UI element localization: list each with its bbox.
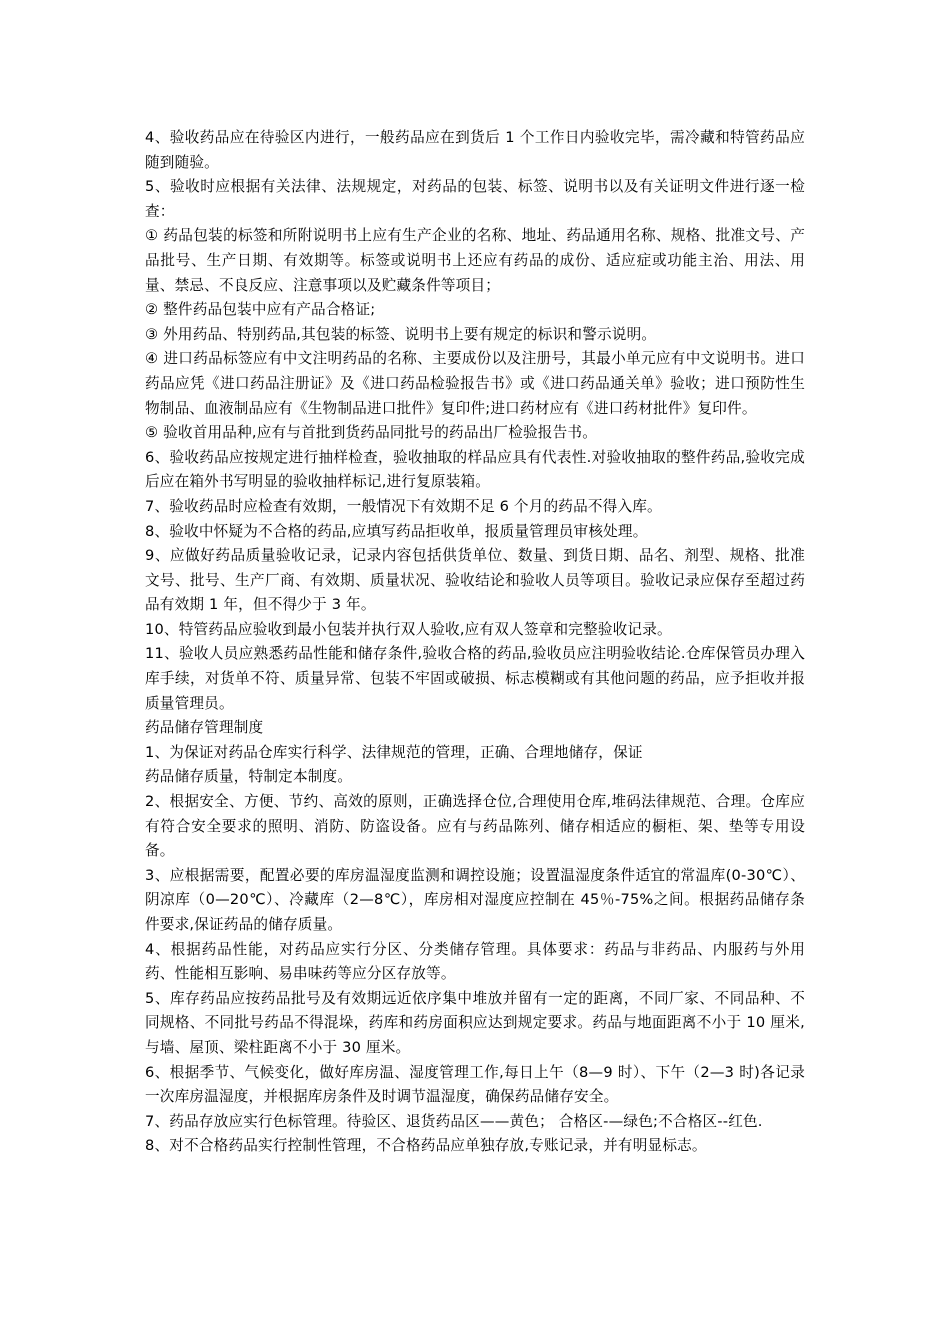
- paragraph-5-item-3: ③ 外用药品、特别药品,其包装的标签、说明书上要有规定的标识和警示说明。: [145, 325, 657, 343]
- storage-paragraph-5: 5、库存药品应按药品批号及有效期远近依序集中堆放并留有一定的距离，不同厂家、不同品种、不同规格、不同批号药品不得混垛，药库和药房面积应达到规定要求。药品与地面距离不小于 10 厘米,与墙、屋顶、梁柱距离不小于 30 厘米。: [145, 989, 805, 1056]
- storage-paragraph-1a: 1、为保证对药品仓库实行科学、法律规范的管理，正确、合理地储存，保证: [145, 743, 643, 761]
- paragraph-6: 6、验收药品应按规定进行抽样检查，验收抽取的样品应具有代表性.对验收抽取的整件药品,验收完成后应在箱外书写明显的验收抽样标记,进行复原装箱。: [145, 448, 805, 491]
- paragraph-8: 8、验收中怀疑为不合格的药品,应填写药品拒收单，报质量管理员审核处理。: [145, 522, 648, 540]
- paragraph-4: 4、验收药品应在待验区内进行，一般药品应在到货后 1 个工作日内验收完毕，需冷藏和特管药品应随到随验。: [145, 129, 805, 171]
- paragraph-5-item-2: ② 整件药品包装中应有产品合格证;: [145, 301, 376, 319]
- section-title: 药品储存管理制度: [145, 719, 264, 737]
- storage-paragraph-3: 3、应根据需要，配置必要的库房温湿度监测和调控设施；设置温湿度条件适宜的常温库(0-30℃）、阴凉库（0—20℃）、冷藏库（2—8℃），库房相对湿度应控制在 45％-75%之间。根据药品储存条件要求,保证药品的储存质量。: [145, 866, 805, 933]
- storage-paragraph-6: 6、根据季节、气候变化，做好库房温、湿度管理工作,每日上午（8—9 时）、下午（2—3 时)各记录一次库房温湿度，并根据库房条件及时调节温湿度，确保药品储存安全。: [145, 1063, 805, 1106]
- paragraph-9: 9、应做好药品质量验收记录，记录内容包括供货单位、数量、到货日期、品名、剂型、规格、批准文号、批号、生产厂商、有效期、质量状况、验收结论和验收人员等项目。验收记录应保存至超过药品有效期 1 年，但不得少于 3 年。: [145, 547, 805, 614]
- storage-paragraph-8: 8、对不合格药品实行控制性管理，不合格药品应单独存放,专账记录，并有明显标志。: [145, 1137, 707, 1155]
- paragraph-5-item-1: ① 药品包装的标签和所附说明书上应有生产企业的名称、地址、药品通用名称、规格、批准文号、产品批号、生产日期、有效期等。标签或说明书上还应有药品的成份、适应症或功能主治、用法、用量、禁忌、不良反应、注意事项以及贮藏条件等项目；: [145, 227, 805, 294]
- storage-paragraph-7: 7、药品存放应实行色标管理。待验区、退货药品区——黄色； 合格区-—绿色;不合格区--红色.: [145, 1112, 763, 1130]
- storage-paragraph-4: 4、根据药品性能，对药品应实行分区、分类储存管理。具体要求：药品与非药品、内服药与外用药、性能相互影响、易串味药等应分区存放等。: [145, 940, 805, 983]
- paragraph-5-item-4: ④ 进口药品标签应有中文注明药品的名称、主要成份以及注册号，其最小单元应有中文说明书。进口药品应凭《进口药品注册证》及《进口药品检验报告书》或《进口药品通关单》验收；进口预防性生物制品、血液制品应有《生物制品进口批件》复印件;进口药材应有《进口药材批件》复印件。: [145, 350, 805, 417]
- storage-paragraph-1b: 药品储存质量，特制定本制度。: [145, 768, 353, 786]
- paragraph-11: 11、验收人员应熟悉药品性能和储存条件,验收合格的药品,验收员应注明验收结论.仓库保管员办理入库手续，对货单不符、质量异常、包装不牢固或破损、标志模糊或有其他问题的药品，应予拒收并报质量管理员。: [145, 645, 805, 712]
- paragraph-5: 5、验收时应根据有关法律、法规规定，对药品的包装、标签、说明书以及有关证明文件进行逐一检查：: [145, 178, 805, 220]
- document-body: [145, 126, 805, 1159]
- paragraph-10: 10、特管药品应验收到最小包装并执行双人验收,应有双人签章和完整验收记录。: [145, 620, 672, 638]
- paragraph-5-item-5: ⑤ 验收首用品种,应有与首批到货药品同批号的药品出厂检验报告书。: [145, 424, 597, 442]
- paragraph-7: 7、验收药品时应检查有效期，一般情况下有效期不足 6 个月的药品不得入库。: [145, 497, 662, 515]
- storage-paragraph-2: 2、根据安全、方便、节约、高效的原则，正确选择仓位,合理使用仓库,堆码法律规范、合理。仓库应有符合安全要求的照明、消防、防盗设备。应有与药品陈列、储存相适应的橱柜、架、垫等专用设备。: [145, 793, 805, 860]
